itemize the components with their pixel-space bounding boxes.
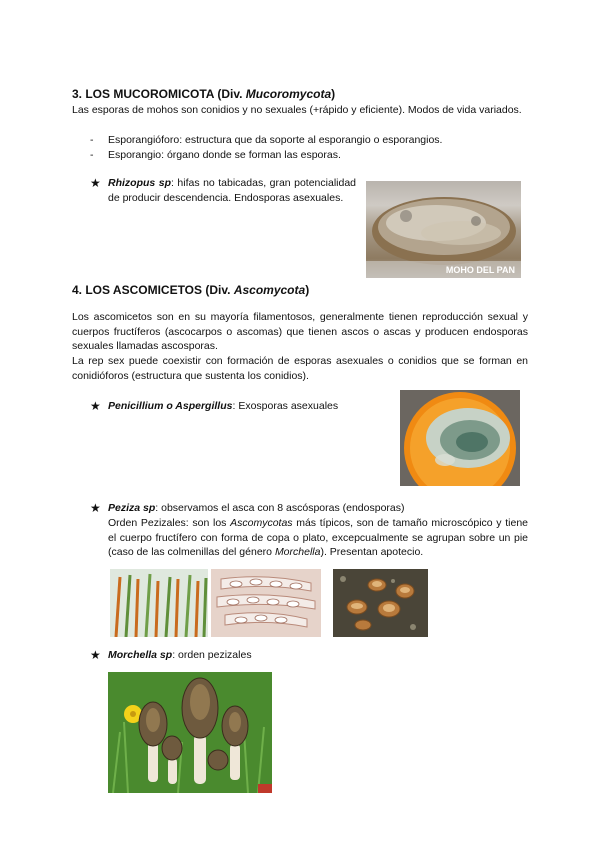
peziza-text: Peziza sp: observamos el asca con 8 ascósporas (endosporas) — [108, 502, 405, 514]
section4-heading: 4. LOS ASCOMICETOS (Div. Ascomycota) — [72, 283, 310, 297]
morchella-text: Morchella sp: orden pezizales — [108, 649, 252, 661]
ascospores-microscopy-photo — [211, 569, 321, 637]
star-bullet-icon: ★ — [90, 501, 101, 515]
peziza-cups-photo — [333, 569, 428, 637]
section3-intro: Las esporas de mohos son conidios y no sexuales (+rápido y eficiente). Modos de vida variados. — [72, 104, 522, 116]
star-bullet-icon: ★ — [90, 399, 101, 413]
section4-paragraph-1: Los ascomicetos son en su mayoría filamentosos, generalmente tienen reproducción sexual y cuerpos fructíferos (ascocarpos o ascomas) que tienen ascos o ascas y producen endosporas sexuales llamadas ascosporas. — [72, 311, 528, 352]
moldy-orange-photo — [400, 390, 520, 486]
star-bullet-icon: ★ — [90, 648, 101, 662]
penicillium-text: Penicillium o Aspergillus: Exosporas asexuales — [108, 400, 339, 412]
bullet-item: - Esporangióforo: estructura que da soporte al esporangio o esporangios. — [90, 134, 443, 146]
section4-paragraph-2: La rep sex puede coexistir con formación de esporas asexuales o conidios que se forman en conidióforos (estructura que sustenta los conidios). — [72, 355, 528, 382]
star-bullet-icon: ★ — [90, 176, 101, 190]
pezizales-description: Orden Pezizales: son los Ascomycotas más típicos, son de tamaño microscópico y tiene el cuerpo fructífero con forma de copa o plato, excepcualmente se agrupan sobre un pie (caso de las colmenillas del género Morchella). Presentan apotecio. — [108, 517, 528, 558]
rhizopus-text: Rhizopus sp: hifas no tabicadas, gran potencialidad de producir descendencia. Endosporas asexuales. — [108, 177, 357, 204]
bullet-item: - Esporangio: órgano donde se forman las esporas. — [90, 148, 341, 161]
bullet-list — [90, 133, 530, 162]
asci-microscopy-photo — [110, 569, 208, 637]
bread-mold-photo — [366, 181, 521, 278]
section3-heading: 3. LOS MUCOROMICOTA (Div. Mucoromycota) — [72, 87, 336, 101]
photo-watermark: MOHO DEL PAN — [445, 265, 515, 275]
morel-mushrooms-photo — [108, 672, 272, 793]
